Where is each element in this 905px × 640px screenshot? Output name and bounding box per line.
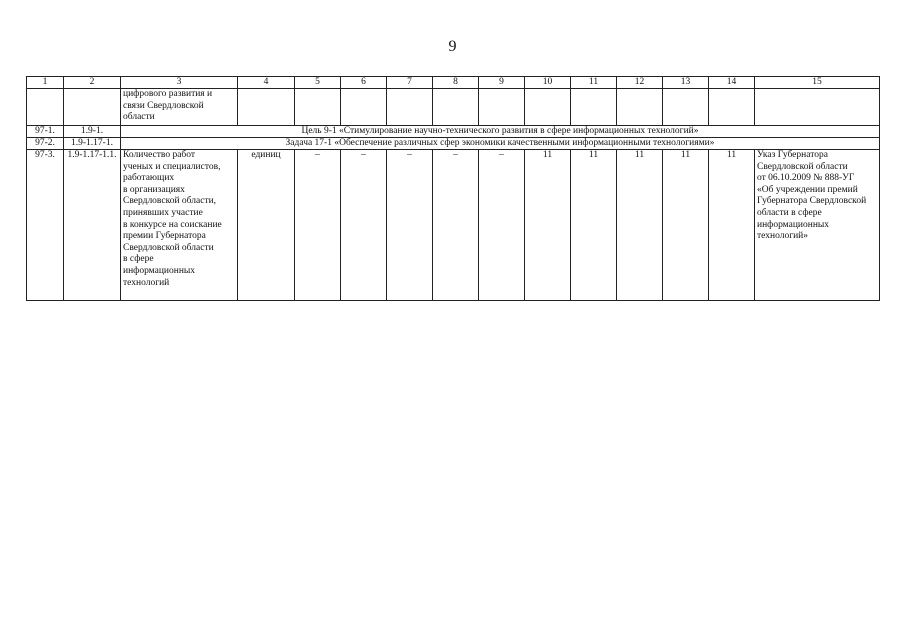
- value-cell: –: [387, 150, 433, 301]
- table-cell: [341, 89, 387, 126]
- table-cell: [387, 89, 433, 126]
- column-header: 3: [121, 77, 238, 89]
- value-cell: –: [341, 150, 387, 301]
- value-cell: –: [479, 150, 525, 301]
- column-header: 4: [238, 77, 295, 89]
- column-header: 15: [755, 77, 880, 89]
- row-number: 97-2.: [27, 138, 64, 150]
- table-cell: [295, 89, 341, 126]
- column-header: 10: [525, 77, 571, 89]
- table-cell: [755, 89, 880, 126]
- value-cell: 11: [709, 150, 755, 301]
- column-header: 12: [617, 77, 663, 89]
- table-cell: [433, 89, 479, 126]
- row-code: 1.9-1.17-1.1.: [64, 150, 121, 301]
- row-number: 97-3.: [27, 150, 64, 301]
- row-number: 97-1.: [27, 126, 64, 138]
- indicator-unit: единиц: [238, 150, 295, 301]
- value-cell: 11: [663, 150, 709, 301]
- value-cell: –: [295, 150, 341, 301]
- table-cell: [617, 89, 663, 126]
- column-header: 13: [663, 77, 709, 89]
- column-header: 11: [571, 77, 617, 89]
- value-cell: –: [433, 150, 479, 301]
- table-cell: [479, 89, 525, 126]
- column-header: 2: [64, 77, 121, 89]
- column-header: 14: [709, 77, 755, 89]
- table-cell: [709, 89, 755, 126]
- column-number-row: [27, 77, 880, 89]
- row-code: 1.9-1.: [64, 126, 121, 138]
- value-cell: 11: [571, 150, 617, 301]
- column-header: 6: [341, 77, 387, 89]
- column-header: 9: [479, 77, 525, 89]
- table-cell: [525, 89, 571, 126]
- table-cell: [27, 89, 64, 126]
- continuation-row: [27, 89, 880, 126]
- value-cell: 11: [525, 150, 571, 301]
- indicator-row: [27, 150, 880, 301]
- page-number: 9: [448, 38, 457, 55]
- continuation-text: цифрового развития и связи Свердловской области: [121, 89, 238, 126]
- goal-text: Цель 9-1 «Стимулирование научно-технического развития в сфере информационных технологий»: [121, 126, 880, 138]
- table-cell: [663, 89, 709, 126]
- column-header: 7: [387, 77, 433, 89]
- goal-row: [27, 126, 880, 138]
- column-header: 8: [433, 77, 479, 89]
- indicator-name: Количество работ ученых и специалистов, работающих в организациях Свердловской области, принявших участие в конкурсе на соискание премии Губернатора Свердловской области в сфере информационных технологий: [121, 150, 238, 301]
- row-code: 1.9-1.17-1.: [64, 138, 121, 150]
- value-cell: 11: [617, 150, 663, 301]
- table-cell: [64, 89, 121, 126]
- indicators-table: [26, 76, 880, 301]
- table-cell: [571, 89, 617, 126]
- table-cell: [238, 89, 295, 126]
- column-header: 1: [27, 77, 64, 89]
- source-document: Указ Губернатора Свердловской области от 06.10.2009 № 888-УГ «Об учреждении премий Губернатора Свердловской области в сфере информационных технологий»: [755, 150, 880, 301]
- column-header: 5: [295, 77, 341, 89]
- task-text: Задача 17-1 «Обеспечение различных сфер экономики качественными информационными технологиями»: [121, 138, 880, 150]
- task-row: [27, 138, 880, 150]
